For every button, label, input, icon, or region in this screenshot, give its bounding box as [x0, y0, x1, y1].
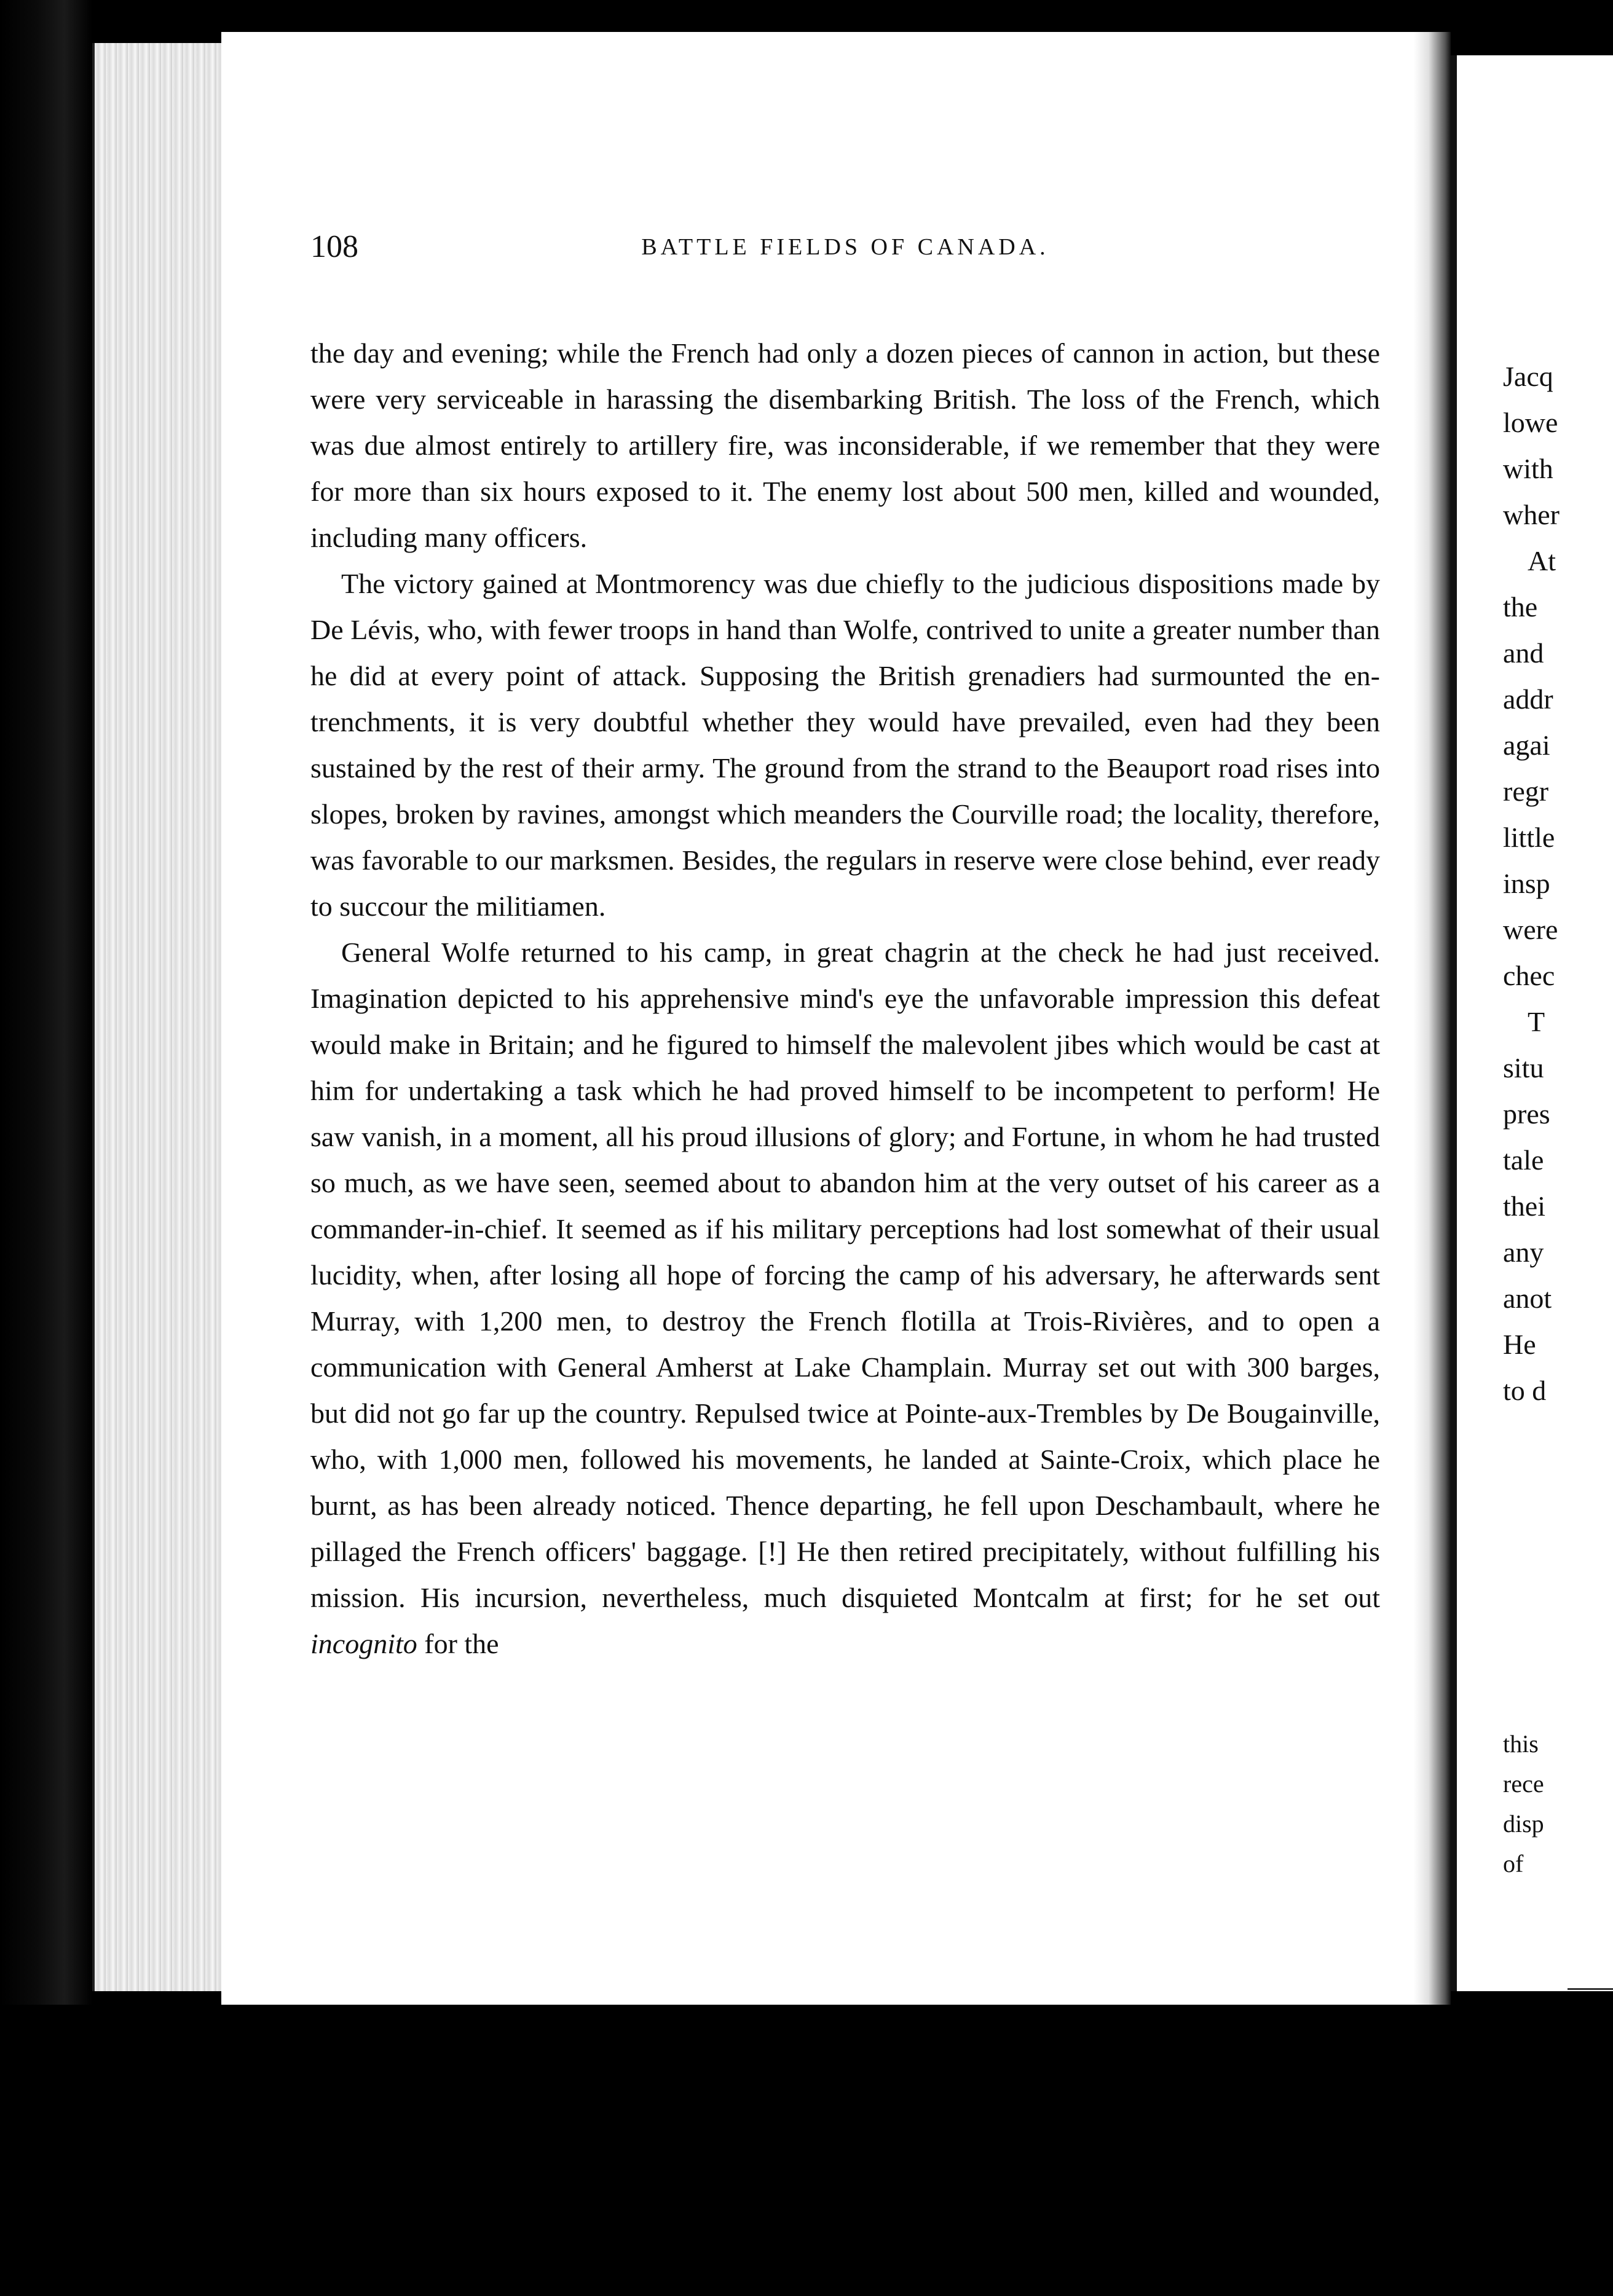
facing-line: with	[1503, 453, 1553, 484]
italic-word: incognito	[310, 1628, 417, 1659]
facing-line: regr	[1503, 776, 1549, 807]
facing-line: little	[1503, 822, 1555, 853]
facing-line: any	[1503, 1236, 1544, 1268]
facing-line: insp	[1503, 868, 1550, 899]
paragraph-3	[310, 929, 1380, 1667]
facing-note-line: rece	[1503, 1770, 1544, 1798]
facing-line: agai	[1503, 729, 1550, 761]
facing-note-line: this	[1503, 1730, 1539, 1758]
facing-line: were	[1503, 914, 1558, 945]
facing-line: He	[1503, 1329, 1536, 1360]
facing-line: addr	[1503, 683, 1553, 715]
facing-page-text	[1503, 353, 1613, 1413]
facing-page	[1451, 55, 1613, 1991]
facing-line: Jacq	[1503, 361, 1553, 392]
facing-note-line: disp	[1503, 1810, 1544, 1838]
book-left-edge	[0, 0, 92, 2296]
running-head	[310, 226, 1380, 269]
facing-page-footnote	[1503, 1724, 1613, 1884]
facing-line: pres	[1503, 1098, 1550, 1130]
paragraph-3-tail: for the	[424, 1628, 499, 1659]
facing-note-line: of	[1503, 1850, 1524, 1877]
footnote-rule	[1568, 1988, 1613, 1990]
facing-line: thei	[1503, 1190, 1545, 1222]
body-text	[310, 330, 1380, 1667]
facing-line: T	[1528, 1006, 1545, 1037]
facing-line: At	[1528, 545, 1556, 576]
page-number: 108	[310, 229, 358, 264]
scan-background	[0, 2005, 1613, 2296]
facing-line: to d	[1503, 1375, 1547, 1406]
book-gutter	[1414, 32, 1451, 2005]
facing-line: situ	[1503, 1052, 1544, 1083]
facing-line: the	[1503, 591, 1538, 623]
facing-line: anot	[1503, 1283, 1552, 1314]
page-stack-edges	[92, 43, 230, 1991]
facing-line: and	[1503, 637, 1544, 669]
paragraph-1: the day and evening; while the French had only a dozen pieces of cannon in action, but these were very serviceable in harassing the disembarking British. The loss of the French, which was due almost entirely to artillery fire, was inconsiderable, if we remember that they were for more than six hours exposed to it. The enemy lost about 500 men, killed and wounded, including many officers.	[310, 337, 1380, 553]
paragraph-2: The victory gained at Montmorency was due chiefly to the judicious dispositions made by De Lévis, who, with fewer troops in hand than Wolfe, contrived to unite a greater number than he did at every point of attack. Supposing the British grenadiers had surmounted the entrenchments, it is very doubtful whether they would have prevailed, even had they been sustained by the rest of their army. The ground from the strand to the Beauport road rises into slopes, broken by ravines, amongst which meanders the Courville road; the locality, therefore, was favorable to our marksmen. Besides, the regulars in reserve were close behind, ever ready to succour the militiamen.	[310, 568, 1380, 922]
left-page	[221, 32, 1441, 2005]
paragraph-3-text: General Wolfe returned to his camp, in great chagrin at the check he had just received. Imagination depicted to his apprehensive mind's eye the unfavorable impression this defeat would make in Britain; and he figured to himself the malevolent jibes which would be cast at him for undertaking a task which he had proved himself to be incompetent to perform! He saw vanish, in a moment, all his proud illusions of glory; and Fortune, in whom he had trusted so much, as we have seen, seemed about to abandon him at the very outset of his career as a commander-in-chief. It seemed as if his military perceptions had lost somewhat of their usual lucidity, when, after losing all hope of forcing the camp of his adversary, he afterwards sent Murray, with 1,200 men, to destroy the French flotilla at Trois-Rivières, and to open a communication with General Amherst at Lake Champlain. Murray set out with 300 barges, but did not go far up the country. Repulsed twice at Pointe-aux-Trembles by De Bougainville, who, with 1,000 men, followed his movements, he landed at Sainte-Croix, which place he burnt, as has been already noticed. Thence departing, he fell upon Deschambault, where he pillaged the French officers' baggage. [!] He then retired precipitately, without fulfilling his mission. His incursion, nevertheless, much disquieted Montcalm at first; for he set out	[310, 937, 1380, 1613]
running-title: BATTLE FIELDS OF CANADA.	[641, 234, 1049, 260]
facing-line: wher	[1503, 499, 1560, 530]
facing-line: chec	[1503, 960, 1555, 991]
facing-line: tale	[1503, 1144, 1544, 1176]
facing-line: lowe	[1503, 407, 1558, 438]
